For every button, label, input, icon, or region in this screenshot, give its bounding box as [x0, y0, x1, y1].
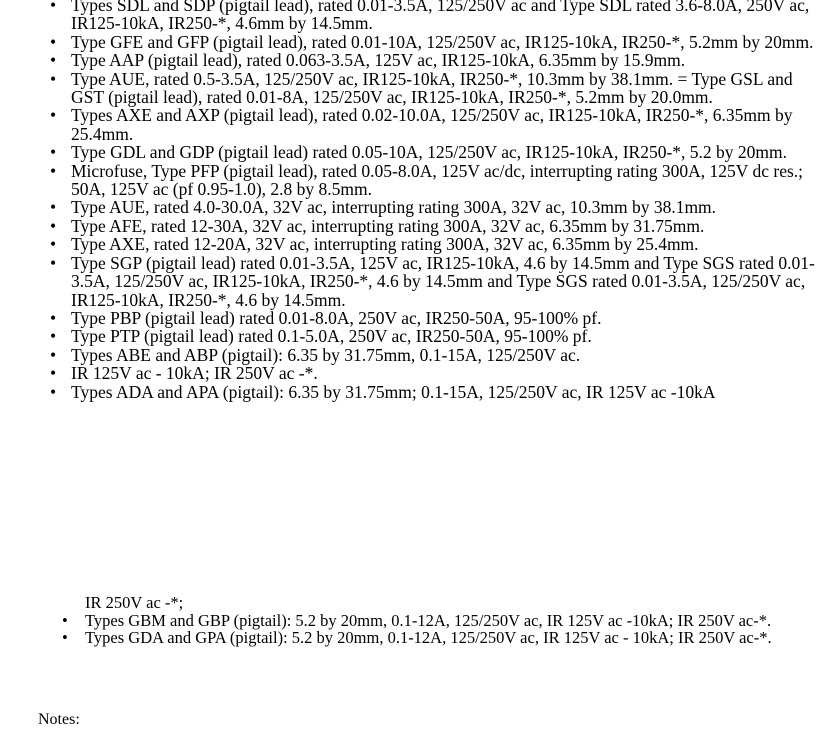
- notes-heading: Notes:: [38, 711, 80, 728]
- bullet-icon: •: [50, 344, 57, 365]
- list-item: [50, 346, 828, 364]
- fuse-spec-list-continued: [62, 594, 792, 647]
- list-item-text: Type AFE, rated 12-30A, 32V ac, interrupting rating 300A, 32V ac, 6.35mm by 31.75mm.: [71, 215, 705, 236]
- list-item: [50, 51, 828, 69]
- list-item-text: Type GDL and GDP (pigtail lead) rated 0.05-10A, 125/250V ac, IR125-10kA, IR250-*, 5.2 by 20mm.: [71, 142, 787, 163]
- list-item: [50, 0, 828, 33]
- list-item: [62, 612, 792, 630]
- bullet-icon: •: [50, 252, 57, 273]
- list-item-text: Types ABE and ABP (pigtail): 6.35 by 31.75mm, 0.1-15A, 125/250V ac.: [71, 344, 581, 365]
- list-item-text: IR 125V ac - 10kA; IR 250V ac -*.: [71, 363, 318, 384]
- list-item-text: Type AUE, rated 4.0-30.0A, 32V ac, interrupting rating 300A, 32V ac, 10.3mm by 38.1mm.: [71, 197, 717, 218]
- bullet-icon: •: [50, 160, 57, 181]
- bullet-icon: •: [50, 363, 57, 384]
- list-item-text: Type PBP (pigtail lead) rated 0.01-8.0A, 250V ac, IR250-50A, 95-100% pf.: [71, 307, 602, 328]
- bullet-icon: •: [50, 50, 57, 71]
- bullet-icon: •: [50, 31, 57, 52]
- bullet-icon: •: [50, 381, 57, 402]
- bullet-icon: •: [50, 0, 57, 15]
- list-item-text: Types SDL and SDP (pigtail lead), rated 0.01-3.5A, 125/250V ac and Type SDL rated 3.6-8.0A, 250V ac, IR125-10kA, IR250-*, 4.6mm by 14.5mm.: [71, 0, 810, 34]
- list-item-text: Types GBM and GBP (pigtail): 5.2 by 20mm, 0.1-12A, 125/250V ac, IR 125V ac -10kA; IR 250V ac-*.: [85, 610, 772, 630]
- list-item: [50, 235, 828, 253]
- bullet-icon: •: [50, 105, 57, 126]
- list-item: [62, 629, 792, 647]
- list-item: [50, 70, 828, 107]
- list-item: [50, 106, 828, 143]
- list-item-text: Type AXE, rated 12-20A, 32V ac, interrupting rating 300A, 32V ac, 6.35mm by 25.4mm.: [71, 234, 699, 255]
- bullet-icon: •: [50, 307, 57, 328]
- list-item-text: Type AUE, rated 0.5-3.5A, 125/250V ac, IR125-10kA, IR250-*, 10.3mm by 38.1mm. = Type GSL and GST (pigtail lead), rated 0.01-8A, 125/250V ac, IR125-10kA, IR250-*, 5.2mm by 20.0mm.: [71, 68, 793, 108]
- list-item-text: Types ADA and APA (pigtail): 6.35 by 31.75mm; 0.1-15A, 125/250V ac, IR 125V ac -10kA: [71, 381, 716, 402]
- bullet-icon: •: [62, 628, 68, 648]
- bullet-icon: •: [50, 197, 57, 218]
- list-item: [50, 198, 828, 216]
- list-item: [50, 327, 828, 345]
- list-item: [50, 33, 828, 51]
- list-item-continuation: [62, 594, 792, 612]
- list-item-text: Microfuse, Type PFP (pigtail lead), rated 0.05-8.0A, 125V ac/dc, interrupting rating 300A, 125V dc res.; 50A, 125V ac (pf 0.95-1.0), 2.8 by 8.5mm.: [71, 160, 804, 200]
- bullet-icon: •: [50, 142, 57, 163]
- bullet-icon: •: [50, 68, 57, 89]
- list-item: [50, 162, 828, 199]
- bullet-icon: •: [62, 610, 68, 630]
- list-item-text: Type AAP (pigtail lead), rated 0.063-3.5A, 125V ac, IR125-10kA, 6.35mm by 15.9mm.: [71, 50, 686, 71]
- list-item: [50, 143, 828, 161]
- list-item-text: Type SGP (pigtail lead) rated 0.01-3.5A, 125V ac, IR125-10kA, 4.6 by 14.5mm and Type SGS rated 0.01-3.5A, 125/250V ac, IR125-10kA, IR250-*, 4.6 by 14.5mm and Type SGS rated 0.01-3.5A, 125/250V ac, IR125-10kA, IR250-*, 4.6 by 14.5mm.: [71, 252, 815, 310]
- list-item-text: Types GDA and GPA (pigtail): 5.2 by 20mm, 0.1-12A, 125/250V ac, IR 125V ac - 10kA; IR 250V ac-*.: [85, 628, 772, 648]
- bullet-icon: •: [50, 215, 57, 236]
- bullet-icon: •: [50, 326, 57, 347]
- list-item: [50, 364, 828, 382]
- list-item-text: IR 250V ac -*;: [85, 593, 184, 612]
- list-item: [50, 254, 828, 309]
- list-item: [50, 309, 828, 327]
- list-item: [50, 217, 828, 235]
- list-item-text: Types AXE and AXP (pigtail lead), rated 0.02-10.0A, 125/250V ac, IR125-10kA, IR250-*, 6.35mm by 25.4mm.: [71, 105, 793, 144]
- list-item: [50, 383, 828, 401]
- list-item-text: Type PTP (pigtail lead) rated 0.1-5.0A, 250V ac, IR250-50A, 95-100% pf.: [71, 326, 592, 347]
- fuse-spec-list: [50, 0, 828, 401]
- bullet-icon: •: [50, 234, 57, 255]
- list-item-text: Type GFE and GFP (pigtail lead), rated 0.01-10A, 125/250V ac, IR125-10kA, IR250-*, 5.2mm by 20mm.: [71, 31, 814, 52]
